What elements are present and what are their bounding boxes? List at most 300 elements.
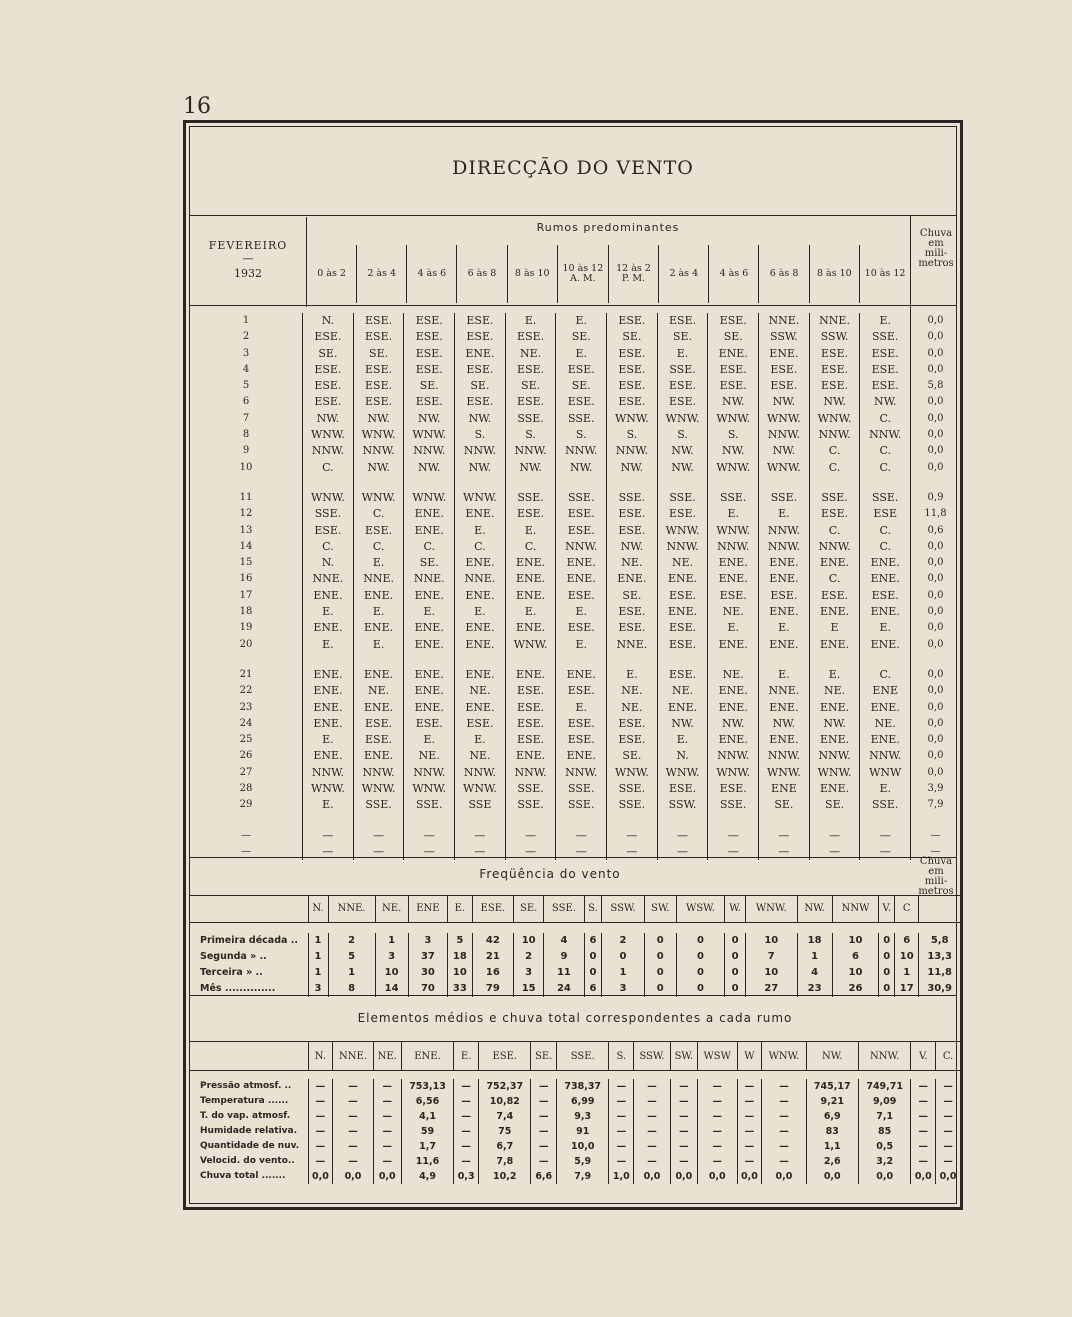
- rain-cell: 0,0: [911, 571, 960, 587]
- frequency-column-header: ESE.: [472, 896, 514, 923]
- elements-cell: 0,0: [333, 1169, 373, 1184]
- day-cell: —: [241, 829, 252, 841]
- gap-cell: [404, 814, 455, 828]
- frequency-column-header: V.: [879, 896, 895, 923]
- day-cell: 20: [239, 638, 253, 650]
- hour-column-header: 8 às 10: [809, 245, 859, 303]
- direction-cell: E.: [860, 781, 911, 797]
- hour-column-header: 6 às 8: [759, 245, 809, 303]
- gap-cell: [607, 814, 658, 828]
- direction-cell: ESE.: [303, 378, 354, 394]
- direction-cell: ENE.: [809, 637, 860, 653]
- direction-cell: E.: [556, 637, 607, 653]
- elements-cell: 0,0: [697, 1169, 737, 1184]
- direction-cell: SSE: [455, 797, 506, 813]
- gap-cell: [505, 653, 556, 667]
- table-row: [190, 1124, 960, 1139]
- direction-cell: E.: [708, 620, 759, 636]
- direction-cell: SSE.: [759, 490, 810, 506]
- direction-cell: NE.: [455, 683, 506, 699]
- direction-cell: SE.: [607, 329, 658, 345]
- direction-cell: SSW.: [657, 797, 708, 813]
- gap-cell: [911, 814, 960, 828]
- direction-cell: —: [303, 828, 354, 844]
- elements-cell: —: [936, 1139, 960, 1154]
- direction-cell: ENE.: [404, 683, 455, 699]
- direction-cell: C.: [860, 539, 911, 555]
- direction-cell: NW.: [759, 394, 810, 410]
- elements-cell: —: [697, 1139, 737, 1154]
- gap-cell: [303, 653, 354, 667]
- direction-cell: ENE.: [759, 346, 810, 362]
- direction-cell: ESE.: [607, 378, 658, 394]
- frequency-cell: 42: [472, 933, 514, 949]
- direction-cell: NE.: [708, 604, 759, 620]
- elements-cell: —: [308, 1139, 333, 1154]
- rain-cell: 0,0: [911, 765, 960, 781]
- frequency-cell: 0: [879, 933, 895, 949]
- elements-cell: 0,0: [373, 1169, 401, 1184]
- table-row: [190, 313, 960, 329]
- direction-cell: WNW.: [708, 765, 759, 781]
- frequency-cell: 27: [745, 981, 797, 997]
- frequency-cell: 2: [514, 949, 544, 965]
- direction-cell: ESE.: [657, 637, 708, 653]
- spacer-row: [190, 1071, 960, 1080]
- elements-header-row: [190, 1042, 960, 1071]
- direction-cell: NE.: [809, 683, 860, 699]
- elements-cell: —: [911, 1154, 936, 1169]
- direction-cell: ESE.: [657, 506, 708, 522]
- direction-cell: NNW.: [860, 748, 911, 764]
- elements-cell: 738,37: [557, 1079, 609, 1094]
- direction-cell: SE.: [657, 329, 708, 345]
- direction-cell: ESE.: [505, 700, 556, 716]
- direction-cell: —: [860, 828, 911, 844]
- elements-cell: 753,13: [401, 1079, 453, 1094]
- direction-cell: SSE.: [353, 797, 404, 813]
- direction-cell: NNW.: [759, 539, 810, 555]
- direction-cell: ESE.: [455, 313, 506, 329]
- frequency-title: Freqüência do vento: [479, 867, 621, 881]
- direction-cell: SE.: [404, 555, 455, 571]
- direction-cell: WNW.: [759, 460, 810, 476]
- frequency-cell: 10: [375, 965, 408, 981]
- hour-column-header: 12 às 2 P. M.: [608, 245, 658, 303]
- row-label: Segunda » ..: [200, 951, 267, 962]
- direction-cell: SE.: [607, 588, 658, 604]
- frequency-cell: 0: [644, 933, 676, 949]
- direction-cell: —: [455, 828, 506, 844]
- gap-cell: [505, 814, 556, 828]
- direction-cell: NNW.: [455, 443, 506, 459]
- direction-cell: WNW.: [353, 781, 404, 797]
- direction-cell: SSE.: [505, 490, 556, 506]
- direction-cell: —: [708, 828, 759, 844]
- direction-cell: SSE.: [556, 411, 607, 427]
- direction-cell: NNW.: [404, 765, 455, 781]
- frequency-cell: 1: [308, 965, 328, 981]
- direction-cell: ENE.: [505, 555, 556, 571]
- day-cell: 8: [242, 429, 250, 441]
- direction-cell: ESE.: [607, 523, 658, 539]
- direction-cell: ENE.: [505, 667, 556, 683]
- frequency-cell: 0: [644, 981, 676, 997]
- day-cell: 25: [239, 734, 253, 746]
- day-cell: 11: [239, 491, 253, 503]
- direction-cell: ENE.: [708, 571, 759, 587]
- direction-cell: ENE.: [860, 604, 911, 620]
- table-row: [190, 732, 960, 748]
- elements-cell: —: [670, 1154, 697, 1169]
- frequency-cell: 0: [676, 949, 725, 965]
- frequency-cell: 79: [472, 981, 514, 997]
- direction-cell: ESE.: [607, 313, 658, 329]
- direction-cell: ENE.: [303, 683, 354, 699]
- direction-cell: ENE.: [657, 700, 708, 716]
- direction-cell: E.: [455, 732, 506, 748]
- gap-cell: [860, 814, 911, 828]
- day-cell: 5: [242, 380, 250, 392]
- direction-cell: SSW.: [759, 329, 810, 345]
- rain-cell: 11,8: [911, 506, 960, 522]
- direction-cell: NNE.: [759, 313, 810, 329]
- day-cell: 12: [239, 508, 253, 520]
- direction-cell: ESE.: [809, 362, 860, 378]
- rain-cell: 0,0: [911, 411, 960, 427]
- direction-cell: NW.: [860, 394, 911, 410]
- elements-cell: —: [308, 1094, 333, 1109]
- day-cell: 21: [239, 668, 253, 680]
- direction-cell: NE.: [708, 667, 759, 683]
- direction-cell: S.: [455, 427, 506, 443]
- frequency-cell: 1: [308, 949, 328, 965]
- direction-cell: E.: [303, 797, 354, 813]
- frequency-cell: 0: [879, 949, 895, 965]
- frequency-cell: 0: [584, 965, 601, 981]
- direction-cell: ENE.: [759, 604, 810, 620]
- rain-cell: 0,0: [911, 604, 960, 620]
- section-divider: [190, 857, 956, 858]
- table-row: [190, 949, 960, 965]
- rain-cell: 5,8: [919, 933, 960, 949]
- direction-cell: E.: [455, 523, 506, 539]
- gap-cell: [708, 476, 759, 490]
- frequency-cell: 0: [602, 949, 645, 965]
- elements-cell: —: [936, 1124, 960, 1139]
- frequency-cell: 23: [797, 981, 832, 997]
- direction-cell: E.: [455, 604, 506, 620]
- direction-cell: NNW.: [455, 765, 506, 781]
- gap-cell: [809, 814, 860, 828]
- direction-cell: SSE.: [860, 490, 911, 506]
- frequency-cell: 0: [879, 981, 895, 997]
- elements-cell: —: [670, 1109, 697, 1124]
- rain-cell: 0,0: [911, 667, 960, 683]
- elements-cell: —: [373, 1094, 401, 1109]
- direction-cell: SSE.: [556, 781, 607, 797]
- direction-cell: ESE.: [455, 362, 506, 378]
- direction-cell: NW.: [353, 411, 404, 427]
- direction-cell: SSE.: [556, 490, 607, 506]
- direction-cell: ESE.: [353, 523, 404, 539]
- direction-cell: ESE.: [353, 329, 404, 345]
- gap-cell: [759, 476, 810, 490]
- day-cell: 23: [239, 701, 253, 713]
- direction-cell: —: [353, 828, 404, 844]
- elements-cell: —: [911, 1124, 936, 1139]
- elements-column-header: WNW.: [762, 1042, 806, 1071]
- direction-cell: SSE.: [607, 797, 658, 813]
- spacer-cell: [190, 923, 308, 934]
- elements-cell: —: [531, 1124, 557, 1139]
- direction-cell: ENE.: [455, 620, 506, 636]
- elements-cell: 4,9: [401, 1169, 453, 1184]
- elements-cell: —: [609, 1124, 634, 1139]
- direction-cell: WNW.: [404, 427, 455, 443]
- direction-cell: SE.: [556, 378, 607, 394]
- direction-cell: E.: [505, 523, 556, 539]
- direction-cell: WNW.: [455, 781, 506, 797]
- elements-cell: —: [373, 1109, 401, 1124]
- day-cell: 26: [239, 750, 253, 762]
- direction-cell: NE.: [657, 555, 708, 571]
- table-row: [190, 490, 960, 506]
- direction-cell: C.: [809, 443, 860, 459]
- gap-cell: [860, 653, 911, 667]
- direction-cell: C.: [860, 460, 911, 476]
- frequency-column-header: N.: [308, 896, 328, 923]
- frequency-cell: 10: [745, 933, 797, 949]
- frequency-cell: 18: [448, 949, 472, 965]
- direction-cell: ESE.: [708, 588, 759, 604]
- direction-cell: NNW.: [556, 539, 607, 555]
- direction-cell: ESE.: [455, 329, 506, 345]
- direction-cell: ENE.: [860, 571, 911, 587]
- frequency-cell: 4: [544, 933, 585, 949]
- direction-cell: NNW.: [505, 443, 556, 459]
- elements-cell: —: [531, 1094, 557, 1109]
- direction-cell: NNW.: [353, 443, 404, 459]
- table-row: [190, 700, 960, 716]
- direction-cell: NW.: [607, 460, 658, 476]
- elements-cell: 7,9: [557, 1169, 609, 1184]
- direction-cell: ESE.: [607, 716, 658, 732]
- rain-cell: 0,0: [911, 443, 960, 459]
- direction-cell: NNW.: [657, 539, 708, 555]
- direction-cell: SSE.: [860, 797, 911, 813]
- direction-cell: ENE.: [505, 748, 556, 764]
- direction-cell: E.: [404, 604, 455, 620]
- direction-cell: E.: [404, 732, 455, 748]
- direction-cell: —: [809, 844, 860, 860]
- rain-cell: 5,8: [911, 378, 960, 394]
- direction-cell: S.: [607, 427, 658, 443]
- direction-cell: ESE.: [809, 378, 860, 394]
- rumos-title: Rumos predominantes: [536, 221, 680, 234]
- direction-cell: SE.: [556, 329, 607, 345]
- elements-cell: —: [373, 1139, 401, 1154]
- direction-cell: ESE.: [505, 329, 556, 345]
- frequency-cell: 0: [725, 949, 746, 965]
- rain-cell: 0,0: [911, 394, 960, 410]
- frequency-cell: 0: [676, 981, 725, 997]
- rain-cell: 13,3: [919, 949, 960, 965]
- elements-cell: 2,6: [806, 1154, 858, 1169]
- direction-cell: N.: [303, 313, 354, 329]
- elements-cell: 1,1: [806, 1139, 858, 1154]
- frequency-cell: 2: [328, 933, 375, 949]
- elements-cell: —: [308, 1109, 333, 1124]
- frequency-cell: 2: [602, 933, 645, 949]
- frequency-cell: 3: [514, 965, 544, 981]
- frequency-cell: 4: [797, 965, 832, 981]
- elements-cell: 749,71: [858, 1079, 910, 1094]
- elements-cell: —: [373, 1154, 401, 1169]
- elements-cell: 4,1: [401, 1109, 453, 1124]
- direction-cell: SE.: [303, 346, 354, 362]
- elements-cell: —: [670, 1079, 697, 1094]
- direction-cell: ENE.: [404, 637, 455, 653]
- direction-cell: ESE.: [556, 716, 607, 732]
- table-row: [190, 765, 960, 781]
- table-row: [190, 620, 960, 636]
- table-row: [190, 933, 960, 949]
- direction-cell: ESE.: [404, 329, 455, 345]
- direction-cell: E.: [303, 604, 354, 620]
- elements-cell: —: [333, 1109, 373, 1124]
- direction-cell: E.: [657, 732, 708, 748]
- direction-cell: SE.: [708, 329, 759, 345]
- table-row: [190, 1094, 960, 1109]
- frequency-cell: 0: [644, 949, 676, 965]
- direction-cell: SSE.: [657, 490, 708, 506]
- frequency-header-row: [190, 896, 960, 923]
- table-row: [190, 667, 960, 683]
- frequency-cell: 11: [544, 965, 585, 981]
- elements-cell: —: [531, 1079, 557, 1094]
- table-row: [190, 443, 960, 459]
- frequency-column-header: SE.: [514, 896, 544, 923]
- frequency-column-header: W.: [725, 896, 746, 923]
- frequency-cell: 9: [544, 949, 585, 965]
- rain-cell: 0,6: [911, 523, 960, 539]
- direction-cell: ENE: [759, 781, 810, 797]
- elements-column-header: WSW: [697, 1042, 737, 1071]
- elements-cell: —: [609, 1079, 634, 1094]
- direction-cell: ESE.: [607, 604, 658, 620]
- direction-cell: ENE.: [759, 732, 810, 748]
- frequency-cell: 6: [584, 981, 601, 997]
- direction-cell: ESE.: [353, 362, 404, 378]
- row-gap: [190, 814, 960, 828]
- frequency-column-header: WNW.: [745, 896, 797, 923]
- elements-cell: 0,0: [858, 1169, 910, 1184]
- direction-cell: ESE.: [303, 362, 354, 378]
- rain-cell: 7,9: [911, 797, 960, 813]
- gap-cell: [505, 476, 556, 490]
- elements-cell: 91: [557, 1124, 609, 1139]
- elements-cell: —: [911, 1094, 936, 1109]
- frequency-cell: 5: [328, 949, 375, 965]
- direction-cell: ENE.: [607, 571, 658, 587]
- rain-cell: 0,0: [911, 346, 960, 362]
- direction-cell: —: [303, 844, 354, 860]
- direction-cell: —: [353, 844, 404, 860]
- elements-cell: —: [333, 1094, 373, 1109]
- gap-cell: [657, 653, 708, 667]
- direction-cell: ENE.: [303, 700, 354, 716]
- frequency-cell: 26: [832, 981, 879, 997]
- elements-cell: —: [333, 1139, 373, 1154]
- direction-cell: ENE.: [759, 700, 810, 716]
- direction-cell: SSE.: [708, 490, 759, 506]
- table-row: [190, 588, 960, 604]
- rain-cell: 0,0: [911, 539, 960, 555]
- frequency-table: [190, 895, 960, 997]
- spacer-row: [190, 923, 960, 934]
- direction-cell: S.: [556, 427, 607, 443]
- year-label: 1932: [234, 267, 262, 280]
- gap-cell: [190, 476, 303, 490]
- direction-cell: WNW.: [607, 411, 658, 427]
- year-dash: —: [242, 252, 254, 265]
- table-row: [190, 828, 960, 844]
- elements-table: [190, 1041, 960, 1184]
- direction-cell: SE.: [404, 378, 455, 394]
- direction-cell: ENE.: [353, 620, 404, 636]
- direction-cell: NNW.: [708, 748, 759, 764]
- elements-column-header: SSE.: [557, 1042, 609, 1071]
- rain-cell: 0,0: [911, 555, 960, 571]
- table-row: [190, 394, 960, 410]
- day-cell: 16: [239, 573, 253, 585]
- direction-cell: ENE.: [708, 637, 759, 653]
- direction-cell: ENE.: [404, 620, 455, 636]
- direction-cell: ENE.: [556, 667, 607, 683]
- row-label: Primeira década ..: [200, 935, 298, 946]
- direction-cell: ENE.: [708, 683, 759, 699]
- direction-cell: ESE.: [455, 394, 506, 410]
- gap-cell: [353, 653, 404, 667]
- direction-cell: NE.: [455, 748, 506, 764]
- rain-header-line: metros: [918, 258, 954, 269]
- direction-cell: E.: [759, 667, 810, 683]
- day-cell: 3: [242, 347, 250, 359]
- frequency-cell: 18: [797, 933, 832, 949]
- section-divider: [190, 995, 956, 996]
- direction-cell: ESE.: [657, 378, 708, 394]
- rain-cell: 0,9: [911, 490, 960, 506]
- rain-header-line: em: [928, 238, 944, 249]
- direction-cell: ENE.: [505, 588, 556, 604]
- day-cell: 1: [242, 315, 250, 326]
- header-divider: [190, 305, 956, 306]
- row-gap: [190, 653, 960, 667]
- elements-title: Elementos médios e chuva total correspondentes a cada rumo: [357, 1011, 793, 1025]
- elements-cell: —: [911, 1079, 936, 1094]
- table-row: [190, 1109, 960, 1124]
- direction-cell: ESE.: [505, 683, 556, 699]
- elements-cell: 11,6: [401, 1154, 453, 1169]
- direction-cell: NW.: [657, 716, 708, 732]
- gap-cell: [759, 653, 810, 667]
- direction-cell: SSE.: [505, 411, 556, 427]
- direction-cell: NNW.: [404, 443, 455, 459]
- frequency-cell: 3: [308, 981, 328, 997]
- rain-header-line: Chuva: [919, 856, 953, 867]
- elements-cell: 10,0: [557, 1139, 609, 1154]
